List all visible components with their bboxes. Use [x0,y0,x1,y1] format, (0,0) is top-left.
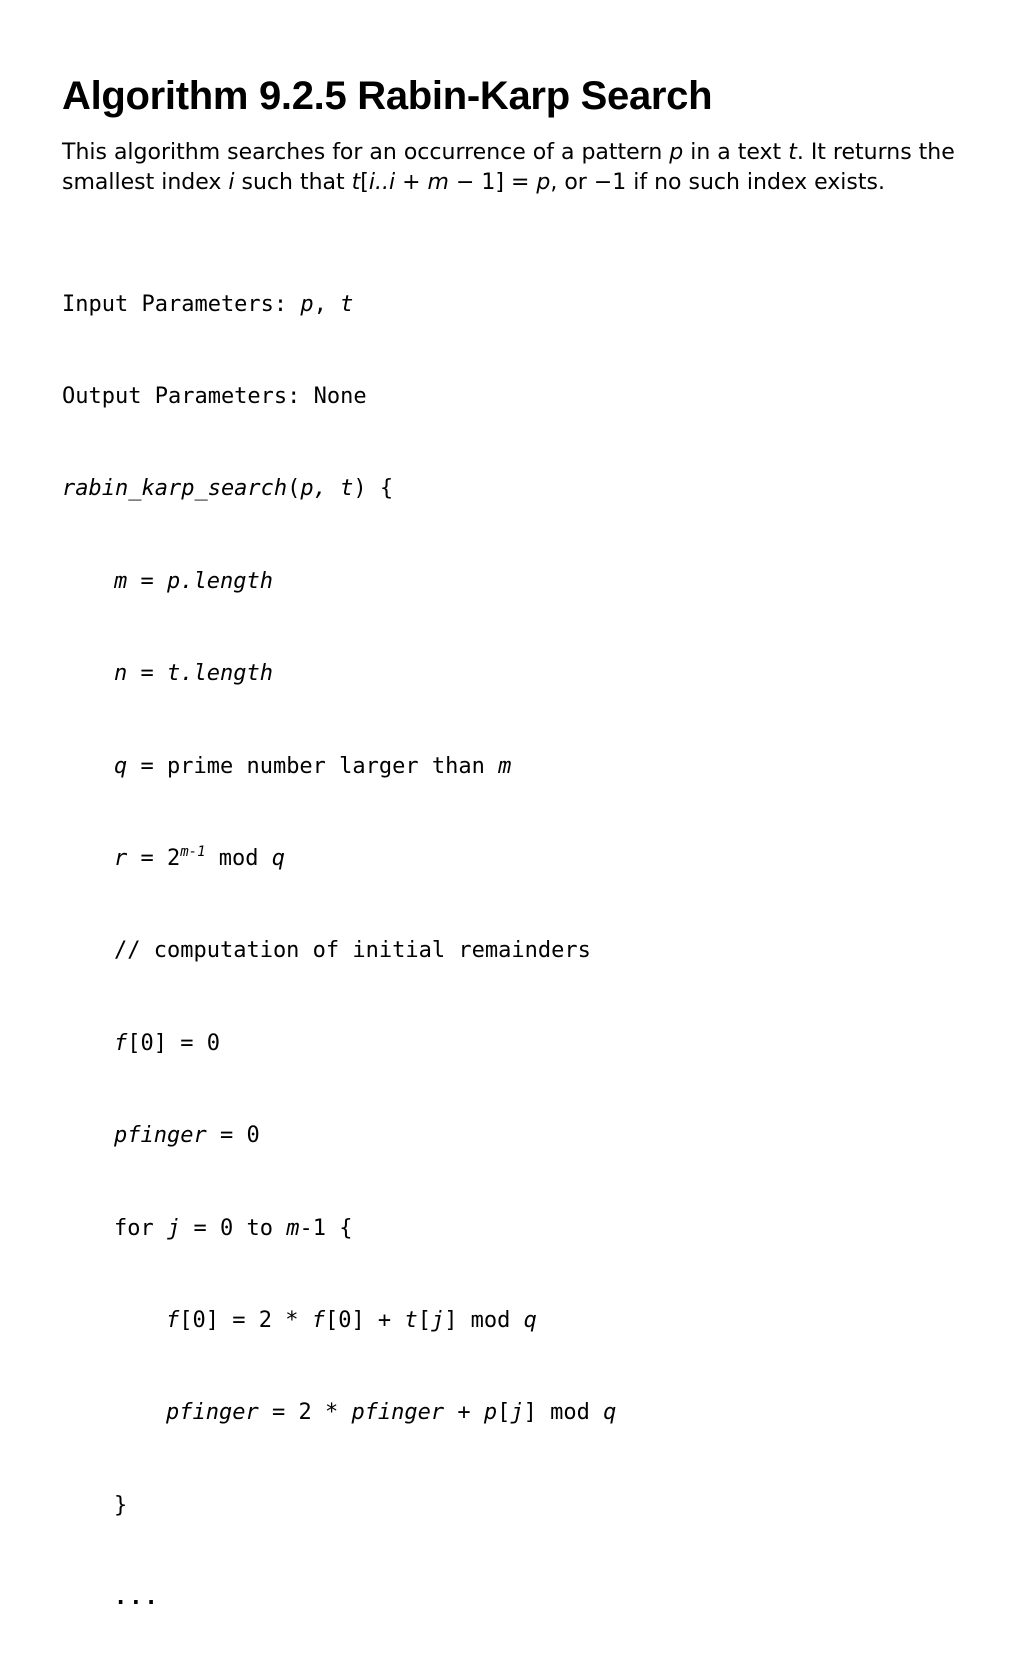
code-var: q [114,753,128,779]
code-punct: , [313,476,341,502]
code-text: [ [417,1307,431,1333]
code-text: [0] = 2 * [179,1307,312,1333]
code-var: pfinger [351,1400,445,1426]
code-var: pfinger [166,1400,259,1426]
code-line-f [62,1029,982,1060]
intro-range: i..i [368,170,396,195]
intro-var-p: p [669,140,684,165]
intro-var-t: t [788,140,797,165]
code-punct: ( [287,476,301,502]
code-line-r [62,844,982,875]
function-name: rabin_karp_search [62,476,288,502]
intro-paragraph [62,138,962,198]
code-text: ] mod [523,1400,604,1426]
code-line-for [62,1214,982,1245]
intro-text: [ [360,170,369,195]
code-comment: // computation of initial remainders [114,938,591,964]
intro-text: in a text [683,140,789,165]
code-var: f [311,1307,325,1333]
code-ellipsis: ... [114,1585,160,1611]
code-text: [0] = 0 [127,1030,220,1056]
code-line-loop-f [62,1306,982,1337]
pseudocode-block [62,228,982,1675]
input-comma: , [313,291,341,317]
code-line-n: n = t.length [114,661,273,687]
code-var: pfinger [114,1123,207,1149]
intro-var-t: t [351,170,361,195]
code-text: = 2 * [258,1400,352,1426]
code-var: f [166,1307,180,1333]
code-text: = 2 [127,845,181,871]
code-var: p [483,1400,498,1426]
code-var: m [286,1215,300,1241]
function-arg-t: t [340,476,354,502]
code-var: q [523,1307,537,1333]
exponent: m-1 [180,843,206,860]
code-var: j [430,1307,445,1333]
intro-var-i: i [228,170,235,195]
intro-var-p: p [536,170,551,195]
code-text: = 0 [206,1123,260,1149]
code-text: mod [205,845,272,871]
intro-text: + [395,170,428,195]
code-var: j [510,1400,524,1426]
code-punct: ) { [353,476,394,502]
output-parameters-line: Output Parameters: None [62,383,367,409]
code-close-brace: } [114,1492,128,1518]
code-line-m: m = p.length [114,568,273,594]
code-var: j [166,1215,181,1241]
code-text: ] mod [444,1307,524,1333]
code-line-q [62,752,982,783]
slide [62,70,982,1675]
code-line-loop-pfinger [62,1398,982,1429]
code-text: = prime number larger than [127,753,499,779]
code-text: [0] + [324,1307,405,1333]
page-title: Algorithm 9.2.5 Rabin-Karp Search [62,74,713,118]
code-line-pfinger [62,1121,982,1152]
intro-text: such that [234,170,352,195]
input-label: Input Parameters: [62,291,301,317]
code-text: [ [497,1400,511,1426]
intro-text: . It returns the smallest index [62,140,955,195]
intro-text: , or −1 if no such index exists. [550,170,885,195]
input-param-t: t [340,291,354,317]
code-var: m [498,753,512,779]
code-var: q [603,1400,617,1426]
input-parameters-line [62,290,982,321]
input-param-p: p [300,291,314,317]
function-arg-p: p [300,476,314,502]
code-var: f [114,1030,128,1056]
code-text: -1 { [299,1215,353,1241]
code-keyword: for [114,1215,167,1241]
intro-text: This algorithm searches for an occurrence of a pattern [62,140,670,165]
code-var: q [271,845,286,871]
code-text: + [444,1400,484,1426]
intro-text: − 1] = [448,170,537,195]
code-var: r [114,845,128,871]
code-var: t [404,1307,418,1333]
function-signature-line [62,474,982,505]
intro-var-m: m [427,170,449,195]
code-text: = 0 to [180,1215,287,1241]
